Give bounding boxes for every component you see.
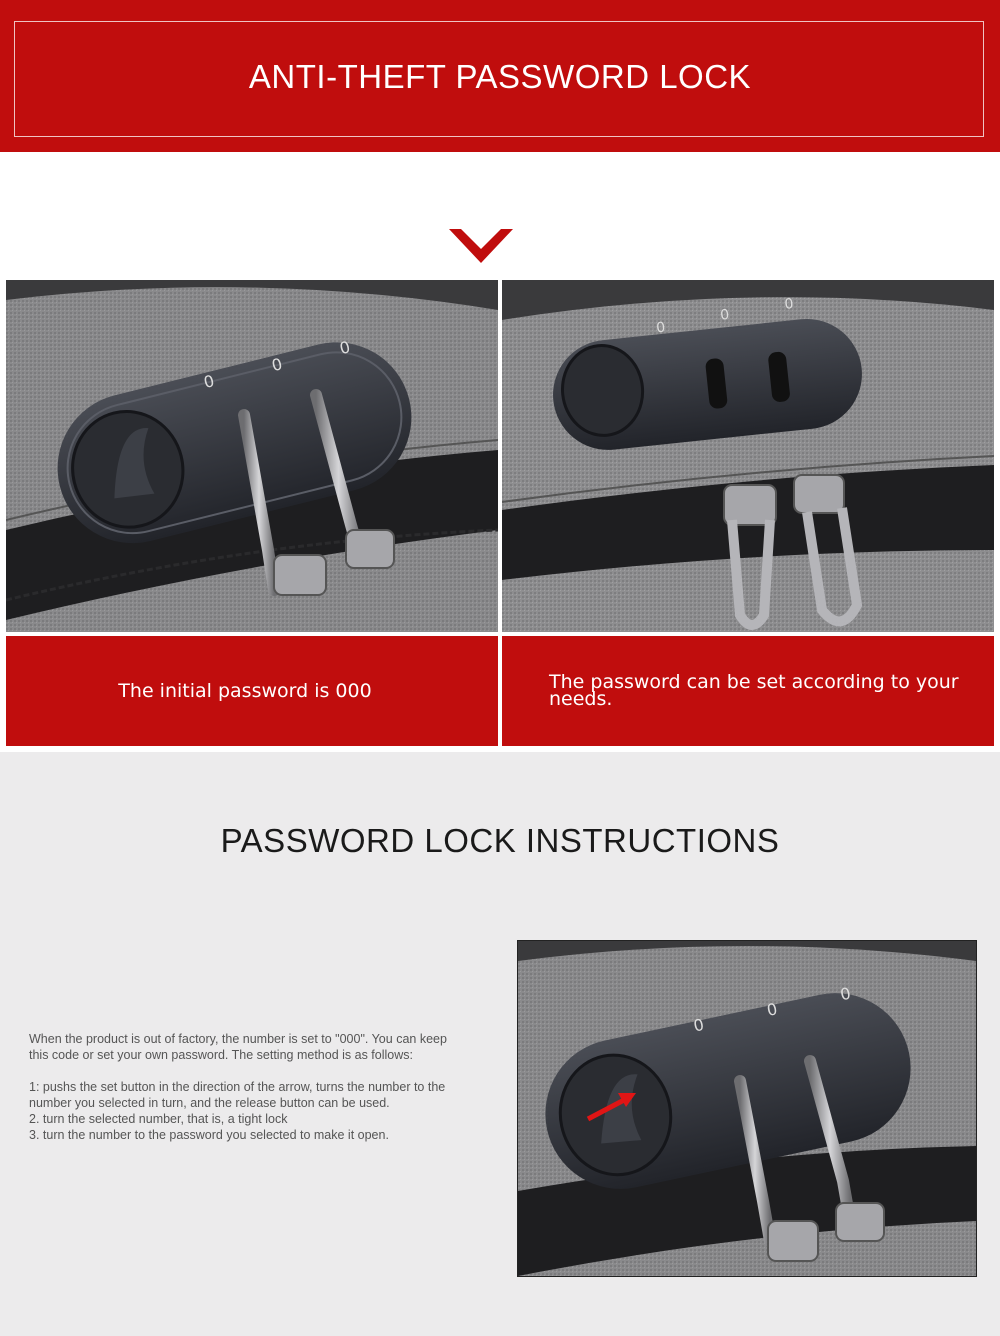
svg-text:0: 0 xyxy=(719,306,731,324)
svg-text:0: 0 xyxy=(269,354,285,376)
dial-digit: 0 xyxy=(765,999,780,1020)
instruction-step: 3. turn the number to the password you selected to make it open. xyxy=(29,1128,389,1142)
feature-caption-initial-password xyxy=(6,636,498,746)
dial-digit: 0 xyxy=(691,1014,706,1036)
lock-set-button-photo xyxy=(517,940,977,1277)
header-banner xyxy=(0,0,1000,152)
instruction-step: 1: pushs the set button in the direction of the arrow, turns the number to the number you selected in turn, and the release button can be used. xyxy=(29,1080,446,1110)
instructions-intro: When the product is out of factory, the number is set to "000". You can keep this code or set your own password. The setting method is as follows: xyxy=(29,1032,447,1062)
dial-digit: 0 xyxy=(838,983,853,1005)
svg-text:0: 0 xyxy=(655,319,667,337)
feature-caption-set-password xyxy=(502,636,994,746)
svg-text:0: 0 xyxy=(201,371,217,393)
feature-caption-text: The password can be set according to your needs. xyxy=(549,671,959,710)
svg-text:0: 0 xyxy=(783,296,795,313)
chevron-down-icon xyxy=(449,225,513,265)
lock-open-photo xyxy=(502,280,994,632)
instructions-title: PASSWORD LOCK INSTRUCTIONS xyxy=(220,822,780,859)
feature-caption-text: The initial password is 000 xyxy=(118,680,372,702)
svg-text:0: 0 xyxy=(337,337,353,359)
page-title: ANTI-THEFT PASSWORD LOCK xyxy=(248,58,752,95)
instructions-text xyxy=(29,1031,469,1143)
lock-closed-photo xyxy=(6,280,498,632)
instruction-step: 2. turn the selected number, that is, a tight lock xyxy=(29,1112,288,1126)
